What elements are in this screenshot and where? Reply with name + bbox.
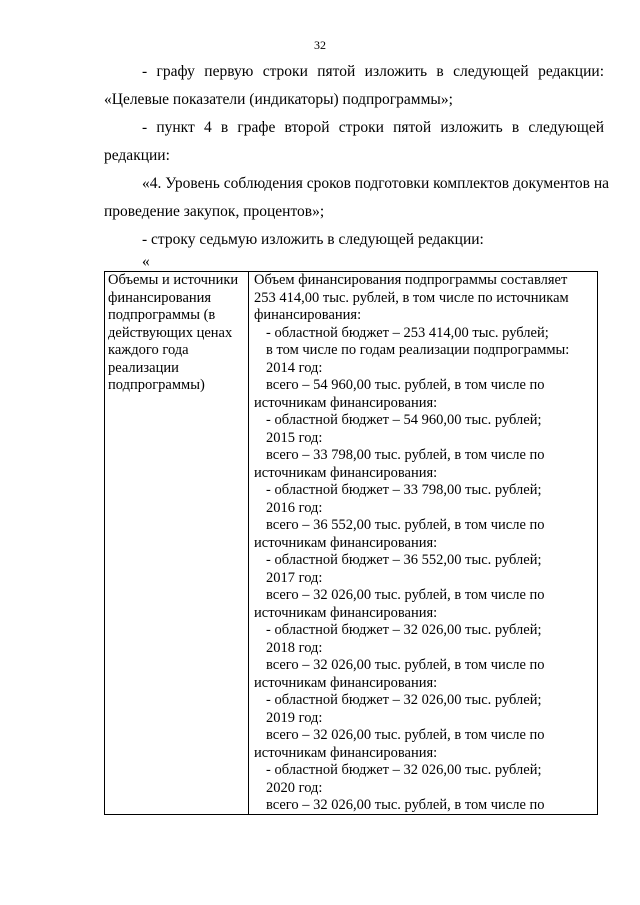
table-right-line: источникам финансирования:: [254, 464, 438, 481]
table-left-line: подпрограммы): [108, 377, 205, 393]
paragraph-4-line-1: - строку седьмую изложить в следующей редакции:: [142, 231, 484, 248]
table-right-line: всего – 32 026,00 тыс. рублей, в том числе по: [266, 727, 545, 743]
opening-quote: «: [142, 253, 150, 270]
paragraph-3-line-2: проведение закупок, процентов»;: [104, 203, 325, 220]
table-right-line: всего – 54 960,00 тыс. рублей, в том числе по: [266, 377, 545, 393]
paragraph-1-line-1: - графу первую строки пятой изложить в следующей редакции:: [142, 63, 604, 80]
table-right-line: - областной бюджет – 36 552,00 тыс. рублей;: [266, 552, 542, 568]
table-right-line: 2015 год:: [266, 429, 323, 446]
paragraph-2-line-2: редакции:: [104, 147, 170, 164]
table-right-line: источникам финансирования:: [254, 394, 438, 411]
table-right-line: всего – 36 552,00 тыс. рублей, в том числе по: [266, 517, 545, 533]
table-left-line: действующих ценах: [108, 324, 233, 341]
table-right-line: источникам финансирования:: [254, 744, 438, 761]
table-right-line: 2016 год:: [266, 499, 323, 516]
paragraph-1-line-2: «Целевые показатели (индикаторы) подпрограммы»;: [104, 91, 453, 108]
table-right-line: всего – 32 026,00 тыс. рублей, в том числе по: [266, 587, 545, 603]
table-left-line: реализации: [108, 359, 179, 376]
table-right-line: Объем финансирования подпрограммы составляет: [254, 272, 568, 288]
financing-table: [104, 271, 598, 815]
table-right-line: источникам финансирования:: [254, 674, 438, 691]
table-left-line: каждого года: [108, 342, 189, 358]
table-right-line: - областной бюджет – 32 026,00 тыс. рублей;: [266, 622, 542, 638]
table-right-column: [249, 272, 597, 814]
table-left-line: Объемы и источники: [108, 272, 239, 288]
paragraph-2-line-1: - пункт 4 в графе второй строки пятой изложить в следующей: [142, 119, 604, 136]
page-number: 32: [314, 38, 326, 52]
table-left-column: [105, 272, 249, 814]
table-right-line: источникам финансирования:: [254, 534, 438, 551]
table-right-line: всего – 33 798,00 тыс. рублей, в том числе по: [266, 447, 545, 463]
table-right-line: - областной бюджет – 33 798,00 тыс. рублей;: [266, 482, 542, 498]
table-right-line: 2019 год:: [266, 709, 323, 726]
table-right-line: источникам финансирования:: [254, 604, 438, 621]
table-left-line: финансирования: [108, 289, 212, 306]
table-right-line: всего – 32 026,00 тыс. рублей, в том числе по: [266, 657, 545, 673]
table-left-line: подпрограммы (в: [108, 307, 216, 323]
table-right-line: в том числе по годам реализации подпрограммы:: [266, 342, 570, 358]
table-right-line: 2020 год:: [266, 779, 323, 796]
paragraph-3-line-1: «4. Уровень соблюдения сроков подготовки комплектов документов на: [142, 175, 610, 192]
table-right-line: - областной бюджет – 54 960,00 тыс. рублей;: [266, 412, 542, 428]
table-right-line: финансирования:: [254, 307, 362, 323]
table-right-line: 253 414,00 тыс. рублей, в том числе по источникам: [254, 289, 569, 306]
table-right-line: 2014 год:: [266, 359, 323, 376]
table-right-line: всего – 32 026,00 тыс. рублей, в том числе по: [266, 797, 545, 813]
table-right-line: - областной бюджет – 32 026,00 тыс. рублей;: [266, 762, 542, 778]
table-right-line: 2017 год:: [266, 569, 323, 586]
table-right-line: 2018 год:: [266, 639, 323, 656]
table-right-line: - областной бюджет – 32 026,00 тыс. рублей;: [266, 692, 542, 708]
table-right-line: - областной бюджет – 253 414,00 тыс. рублей;: [266, 324, 549, 341]
